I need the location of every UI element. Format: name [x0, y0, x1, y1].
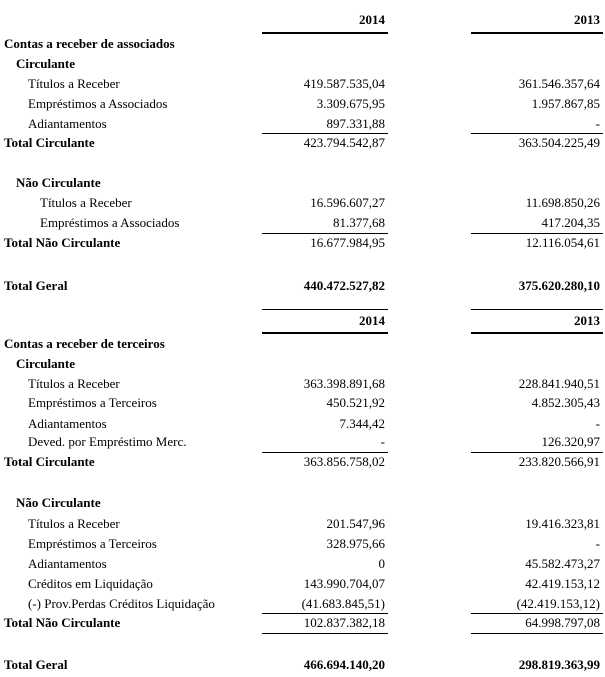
- value-2014: 0: [378, 556, 385, 571]
- table-row: [0, 432, 605, 452]
- year-header-row: [0, 311, 605, 331]
- year-header-row: [0, 10, 605, 30]
- grand-total-label: Total Geral: [4, 657, 68, 672]
- value-2014: 201.547,96: [326, 516, 385, 531]
- value-2014: 81.377,68: [333, 215, 385, 230]
- table-row: [0, 94, 605, 114]
- subsection-heading-row: [0, 493, 605, 513]
- total-underline-2013: [471, 633, 603, 634]
- value-2013: -: [595, 536, 600, 551]
- section-title: Contas a receber de associados: [4, 36, 175, 51]
- total-row: [0, 613, 605, 633]
- table-row: [0, 414, 605, 434]
- section-title: Contas a receber de terceiros: [4, 336, 165, 351]
- value-2014: 3.309.675,95: [316, 96, 385, 111]
- total-value-2013: 12.116.054,61: [525, 235, 600, 250]
- value-2014: 16.596.607,27: [310, 195, 385, 210]
- total-row: [0, 233, 605, 253]
- grand-total-row: [0, 276, 605, 296]
- value-2013: -: [595, 416, 600, 431]
- total-underline-2014: [262, 633, 388, 634]
- row-label: Empréstimos a Terceiros: [28, 536, 157, 551]
- total-label: Total Não Circulante: [4, 615, 121, 630]
- value-2013: 45.582.473,27: [525, 556, 600, 571]
- grand-total-2013: 375.620.280,10: [518, 278, 600, 293]
- nao-circulante-heading: Não Circulante: [16, 175, 101, 190]
- total-value-2013: 363.504.225,49: [518, 135, 600, 150]
- header-topline-2013: [471, 309, 603, 310]
- year-header-2013: 2013: [574, 12, 600, 27]
- value-2013: (42.419.153,12): [516, 596, 600, 611]
- total-value-2013: 64.998.797,08: [525, 615, 600, 630]
- value-2014: 328.975,66: [326, 536, 385, 551]
- total-label: Total Circulante: [4, 454, 95, 469]
- row-label: Títulos a Receber: [28, 376, 120, 391]
- table-row: [0, 514, 605, 534]
- value-2014: 143.990.704,07: [303, 576, 385, 591]
- total-value-2013: 233.820.566,91: [518, 454, 600, 469]
- value-2013: 361.546.357,64: [518, 76, 600, 91]
- value-2013: 417.204,35: [541, 215, 600, 230]
- value-2014: 450.521,92: [326, 395, 385, 410]
- nao-circulante-heading: Não Circulante: [16, 495, 101, 510]
- total-label: Total Circulante: [4, 135, 95, 150]
- table-row: [0, 114, 605, 134]
- value-2013: 126.320,97: [541, 434, 600, 449]
- row-label: Títulos a Receber: [40, 195, 132, 210]
- table-row: [0, 213, 605, 233]
- row-label: Títulos a Receber: [28, 76, 120, 91]
- table-row: [0, 554, 605, 574]
- header-topline-2014: [262, 309, 388, 310]
- section-title-row: [0, 334, 605, 354]
- grand-total-2014: 440.472.527,82: [303, 278, 385, 293]
- circulante-heading: Circulante: [16, 356, 75, 371]
- value-2013: 11.698.850,26: [525, 195, 600, 210]
- year-header-2014: 2014: [359, 313, 385, 328]
- table-row: [0, 574, 605, 594]
- total-value-2014: 102.837.382,18: [303, 615, 385, 630]
- grand-total-2013: 298.819.363,99: [518, 657, 600, 672]
- total-row: [0, 452, 605, 472]
- total-value-2014: 16.677.984,95: [310, 235, 385, 250]
- total-row: [0, 133, 605, 153]
- value-2014: 363.398.891,68: [303, 376, 385, 391]
- value-2014: 7.344,42: [339, 416, 385, 431]
- table-row: [0, 393, 605, 413]
- year-header-2013: 2013: [574, 313, 600, 328]
- value-2014: -: [380, 434, 385, 449]
- table-row: [0, 374, 605, 394]
- grand-total-2014: 466.694.140,20: [303, 657, 385, 672]
- year-header-2014: 2014: [359, 12, 385, 27]
- grand-total-label: Total Geral: [4, 278, 68, 293]
- row-label: Empréstimos a Associados: [40, 215, 180, 230]
- value-2013: 19.416.323,81: [525, 516, 600, 531]
- circulante-heading: Circulante: [16, 56, 75, 71]
- row-label: Deved. por Empréstimo Merc.: [28, 434, 187, 449]
- grand-total-row: [0, 655, 605, 675]
- value-2013: 228.841.940,51: [518, 376, 600, 391]
- total-value-2014: 423.794.542,87: [303, 135, 385, 150]
- subsection-heading-row: [0, 173, 605, 193]
- table-row: [0, 594, 605, 614]
- row-label: (-) Prov.Perdas Créditos Liquidação: [28, 596, 215, 611]
- row-label: Adiantamentos: [28, 416, 107, 431]
- row-label: Empréstimos a Terceiros: [28, 395, 157, 410]
- table-row: [0, 193, 605, 213]
- section-title-row: [0, 34, 605, 54]
- subsection-heading-row: [0, 54, 605, 74]
- value-2014: (41.683.845,51): [301, 596, 385, 611]
- row-label: Empréstimos a Associados: [28, 96, 168, 111]
- value-2014: 897.331,88: [326, 116, 385, 131]
- subsection-heading-row: [0, 354, 605, 374]
- row-label: Títulos a Receber: [28, 516, 120, 531]
- total-label: Total Não Circulante: [4, 235, 121, 250]
- total-value-2014: 363.856.758,02: [303, 454, 385, 469]
- value-2013: -: [595, 116, 600, 131]
- row-label: Adiantamentos: [28, 116, 107, 131]
- value-2013: 4.852.305,43: [531, 395, 600, 410]
- row-label: Adiantamentos: [28, 556, 107, 571]
- value-2014: 419.587.535,04: [303, 76, 385, 91]
- row-label: Créditos em Liquidação: [28, 576, 153, 591]
- value-2013: 1.957.867,85: [531, 96, 600, 111]
- value-2013: 42.419.153,12: [525, 576, 600, 591]
- table-row: [0, 534, 605, 554]
- table-row: [0, 74, 605, 94]
